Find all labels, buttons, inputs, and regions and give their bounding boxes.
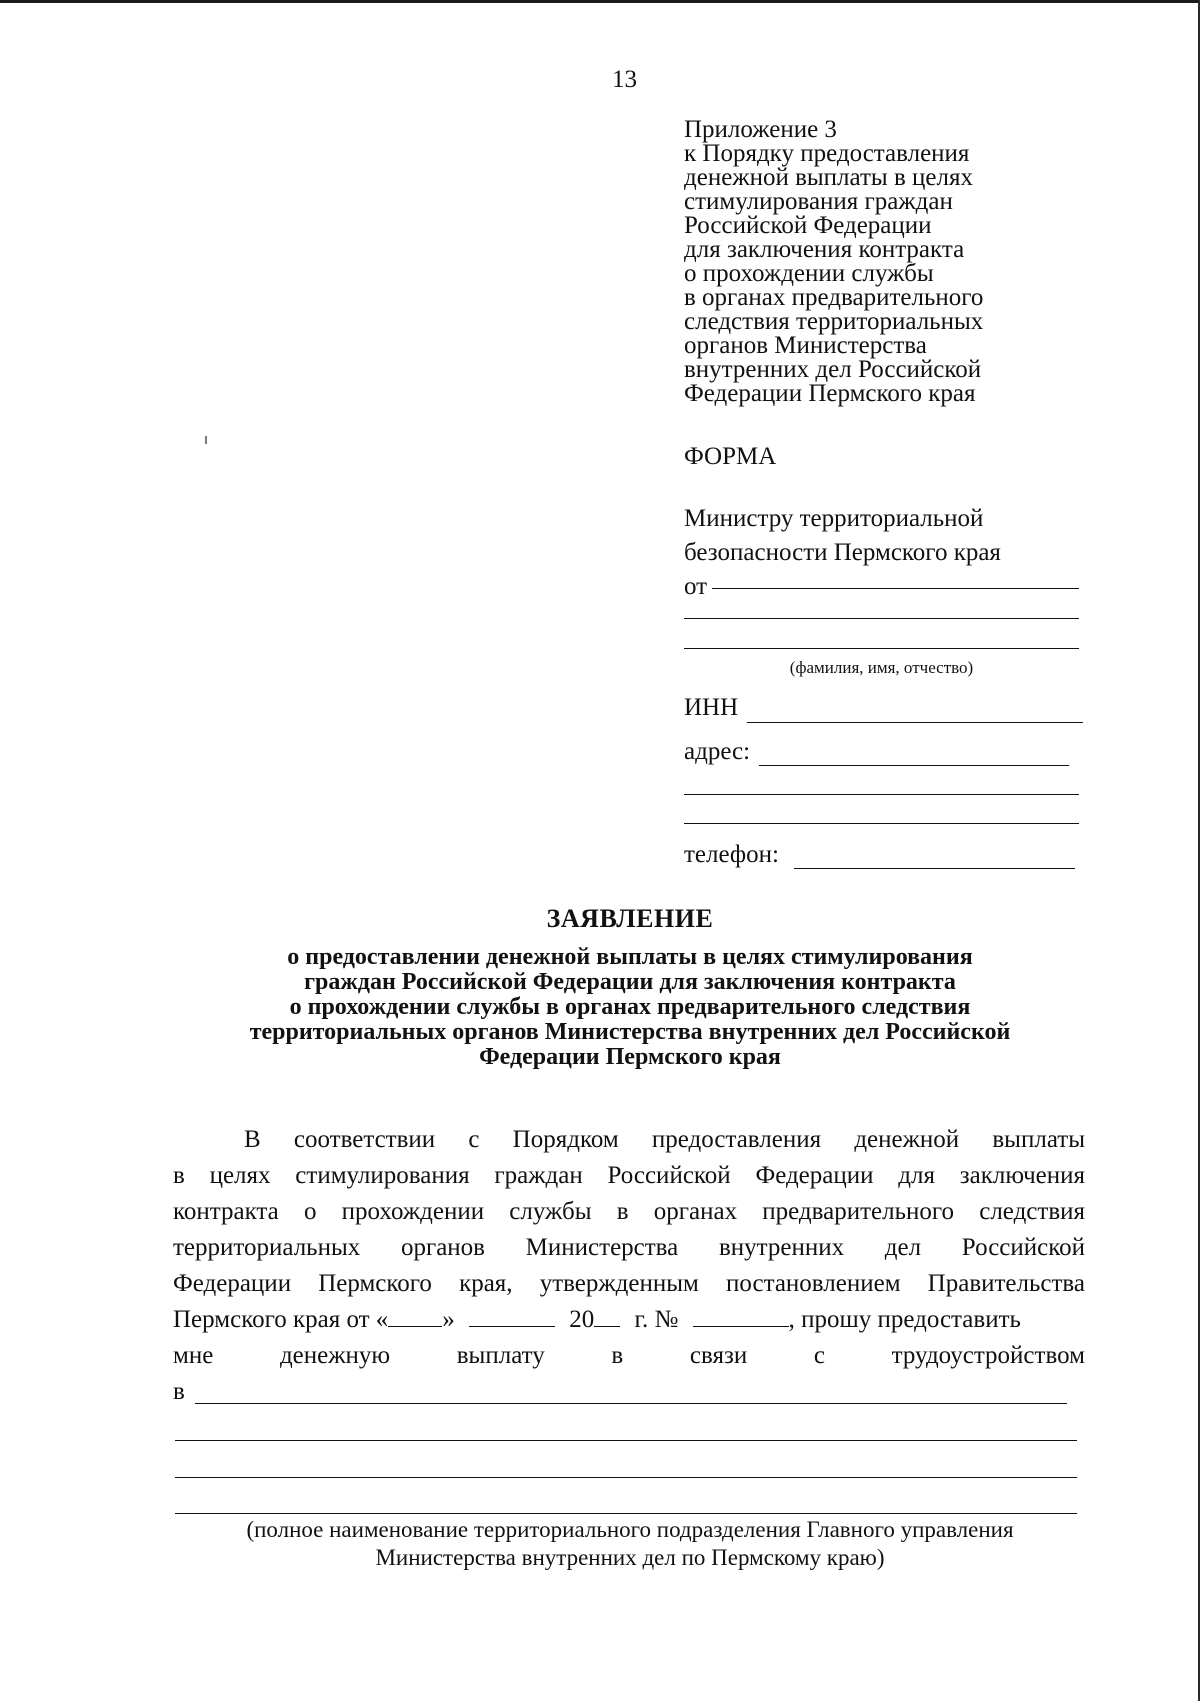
statement-title: ЗАЯВЛЕНИЕ (546, 904, 714, 933)
body-word: мне (173, 1342, 214, 1369)
decree-number-label: г. № (634, 1306, 679, 1333)
addressee-line-2: безопасности Пермского края (684, 539, 1001, 566)
annex-line: о прохождении службы (684, 260, 934, 287)
from-label: от (684, 573, 708, 600)
annex-line: для заключения контракта (684, 236, 965, 263)
annex-line: Федерации Пермского края (684, 380, 976, 407)
form-label: ФОРМА (684, 443, 777, 470)
subtitle-line: Федерации Пермского края (479, 1044, 781, 1070)
statement-body (173, 1122, 1085, 1410)
subtitle-line: территориальных органов Министерства внутренних дел Российской (249, 1019, 1011, 1045)
body-line-4: территориальных органов Министерства внутренних дел Российской (173, 1234, 1085, 1261)
annex-line: Приложение 3 (684, 116, 837, 143)
phone-label: телефон: (684, 841, 779, 868)
annex-line: внутренних дел Российской (684, 356, 982, 383)
annex-line: в органах предварительного (684, 284, 984, 311)
decree-from-label: Пермского края от « (173, 1306, 389, 1333)
request-text: , прошу предоставить (788, 1306, 1021, 1333)
decree-year-prefix: 20 (569, 1306, 595, 1333)
annex-line: следствия территориальных (684, 308, 984, 335)
address-line-2[interactable] (684, 794, 1079, 795)
subtitle-line: о предоставлении денежной выплаты в целях стимулирования (287, 944, 973, 970)
employment-line-2[interactable] (175, 1440, 1077, 1441)
decree-month-blank[interactable] (469, 1304, 555, 1327)
decree-number-blank[interactable] (693, 1304, 789, 1327)
from-name-line-1[interactable] (712, 588, 1079, 589)
annex-line: Российской Федерации (684, 212, 932, 239)
body-word: связи (689, 1342, 748, 1369)
employment-prefix: в (173, 1378, 185, 1405)
body-word: выплату (456, 1342, 545, 1369)
annex-header (684, 118, 983, 406)
body-line-6 (173, 1302, 1085, 1338)
statement-subtitle (175, 945, 1085, 1070)
body-word: денежную (279, 1342, 391, 1369)
body-line-3: контракта о прохождении службы в органах предварительного следствия (173, 1198, 1085, 1225)
annex-line: денежной выплаты в целях (684, 164, 973, 191)
addressee-line-1: Министру территориальной (684, 505, 984, 532)
caption-line: (полное наименование территориального подразделения Главного управления (246, 1517, 1014, 1542)
employment-line-1[interactable] (195, 1403, 1067, 1404)
from-name-line-3[interactable] (684, 648, 1079, 649)
inn-line[interactable] (747, 722, 1083, 723)
body-line-1: В соответствии с Порядком предоставления денежной выплаты (244, 1126, 1085, 1153)
body-line-8 (173, 1374, 1085, 1410)
phone-line[interactable] (794, 868, 1075, 869)
from-name-line-2[interactable] (684, 618, 1079, 619)
subtitle-line: о прохождении службы в органах предварительного следствия (289, 994, 971, 1020)
fio-caption: (фамилия, имя, отчество) (789, 658, 974, 677)
body-line-5: Федерации Пермского края, утвержденным постановлением Правительства (173, 1270, 1085, 1297)
decree-day-blank[interactable] (388, 1304, 442, 1327)
caption-line: Министерства внутренних дел по Пермскому краю) (375, 1545, 885, 1570)
annex-line: к Порядку предоставления (684, 140, 970, 167)
annex-line: стимулирования граждан (684, 188, 953, 215)
body-line-2: в целях стимулирования граждан Российской Федерации для заключения (173, 1162, 1085, 1189)
subtitle-line: граждан Российской Федерации для заключения контракта (304, 969, 956, 995)
body-line-7 (173, 1338, 1085, 1374)
scan-edge-top (0, 0, 1200, 3)
scan-speck (205, 436, 207, 444)
address-label: адрес: (684, 738, 751, 765)
body-word: в (611, 1342, 624, 1369)
unit-name-caption (175, 1516, 1085, 1572)
body-word: с (813, 1342, 825, 1369)
decree-year-blank[interactable] (594, 1304, 620, 1327)
inn-label: ИНН (684, 694, 739, 721)
body-word: трудоустройством (891, 1342, 1085, 1369)
annex-line: органов Министерства (684, 332, 927, 359)
address-line-3[interactable] (684, 823, 1079, 824)
employment-line-4[interactable] (175, 1513, 1077, 1514)
address-line-1[interactable] (759, 765, 1069, 766)
decree-quote-close: » (442, 1306, 455, 1333)
page-number: 13 (612, 66, 637, 93)
employment-line-3[interactable] (175, 1477, 1077, 1478)
